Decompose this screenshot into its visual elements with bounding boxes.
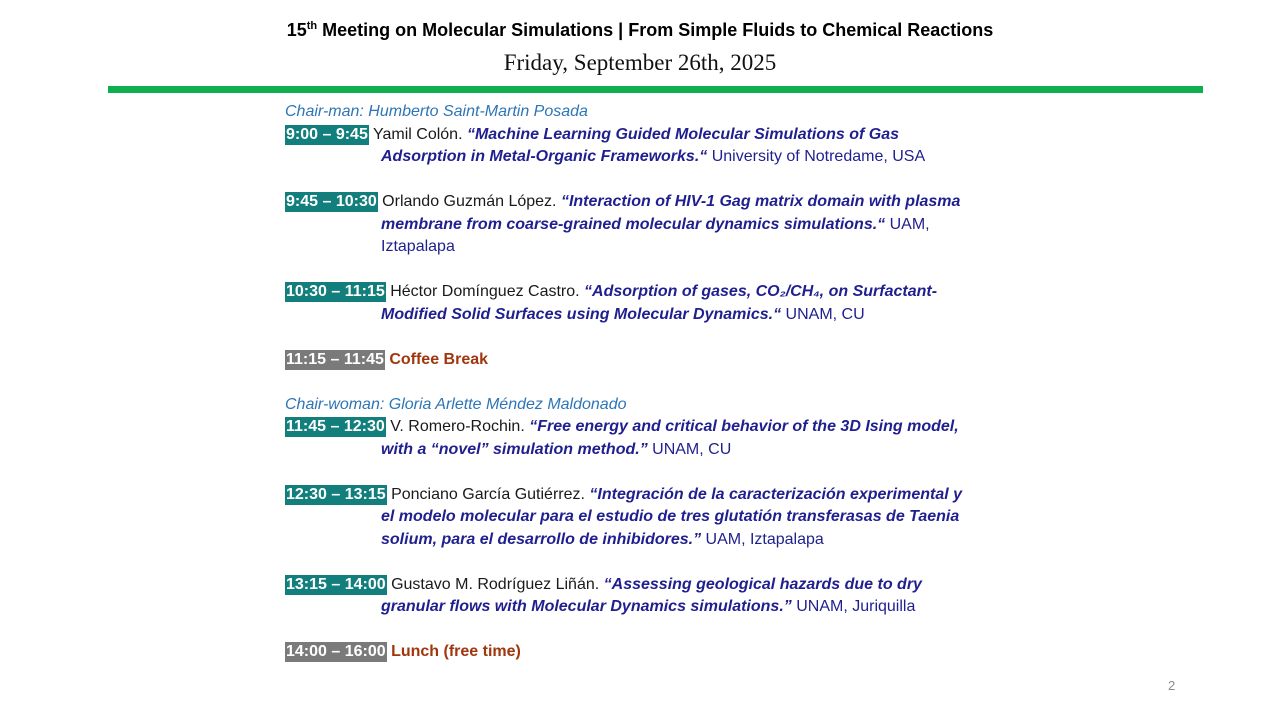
meeting-title: 15th Meeting on Molecular Simulations | From Simple Fluids to Chemical Reactions [286,20,994,40]
page-number: 2 [1168,678,1176,693]
time-slot: 10:30 – 11:15 [286,283,385,300]
chair-label: Chair-woman: Gloria Arlette Méndez Maldonado [285,395,627,413]
speaker-name: Gustavo M. Rodríguez Liñán. [386,575,604,593]
talk-title: el modelo molecular para el estudio de tres glutatión transferasas de Taenia [381,508,960,525]
institution: UAM, Iztapalapa [701,530,824,548]
meeting-date: Friday, September 26th, 2025 [503,50,777,75]
break-label: Coffee Break [384,350,489,368]
talk-title: “Assessing geological hazards due to dry [603,575,922,593]
talk-title: with a “novel” simulation method.” [381,440,648,458]
speaker-name: Yamil Colón. [368,125,467,143]
talk-title: “Machine Learning Guided Molecular Simulations of Gas [466,125,900,143]
speaker-name: V. Romero-Rochin. [385,418,530,435]
time-slot: 11:45 – 12:30 [286,418,385,435]
schedule [285,101,1005,664]
institution: UNAM, CU [647,440,732,458]
break-item [285,349,1005,372]
time-slot: 13:15 – 14:00 [286,575,386,593]
talk-title: membrane from coarse-grained molecular dynamics simulations.“ [381,215,886,233]
time-slot: 9:00 – 9:45 [286,125,368,143]
session-item [285,124,1005,147]
session-item [285,484,1005,507]
chair-label: Chair-man: Humberto Saint-Martin Posada [285,103,588,120]
institution: UNAM, CU [781,305,865,323]
talk-title: “Adsorption of gases, CO₂/CH₄, on Surfactant- [584,283,938,300]
session-item [285,191,1005,214]
break-item [285,641,1005,664]
time-slot: 12:30 – 13:15 [286,485,386,503]
talk-title: Modified Solid Surfaces using Molecular Dynamics.“ [381,305,782,323]
talk-title: solium, para el desarrollo de inhibidores.” [381,530,702,548]
speaker-name: Ponciano García Gutiérrez. [386,485,590,503]
talk-title: “Free energy and critical behavior of the 3D Ising model, [529,418,959,435]
speaker-name: Orlando Guzmán López. [377,193,561,210]
institution: Iztapalapa [381,238,455,255]
session-item [285,281,1005,304]
time-slot: 14:00 – 16:00 [286,643,386,660]
time-slot: 11:15 – 11:45 [286,350,384,368]
session-item [285,574,1005,597]
time-slot: 9:45 – 10:30 [286,193,377,210]
institution: University of Notredame, USA [707,148,926,165]
break-label: Lunch (free time) [386,643,521,660]
speaker-name: Héctor Domínguez Castro. [385,283,585,300]
talk-title: “Interaction of HIV-1 Gag matrix domain with plasma [560,193,961,210]
session-item [285,416,1005,439]
institution: UNAM, Juriquilla [791,598,916,615]
header-divider [108,86,1203,93]
talk-title: “Integración de la caracterización experimental y [589,485,962,503]
talk-title: granular flows with Molecular Dynamics simulations.” [381,598,792,615]
institution: UAM, [885,215,930,233]
talk-title: Adsorption in Metal-Organic Frameworks.“ [381,148,708,165]
